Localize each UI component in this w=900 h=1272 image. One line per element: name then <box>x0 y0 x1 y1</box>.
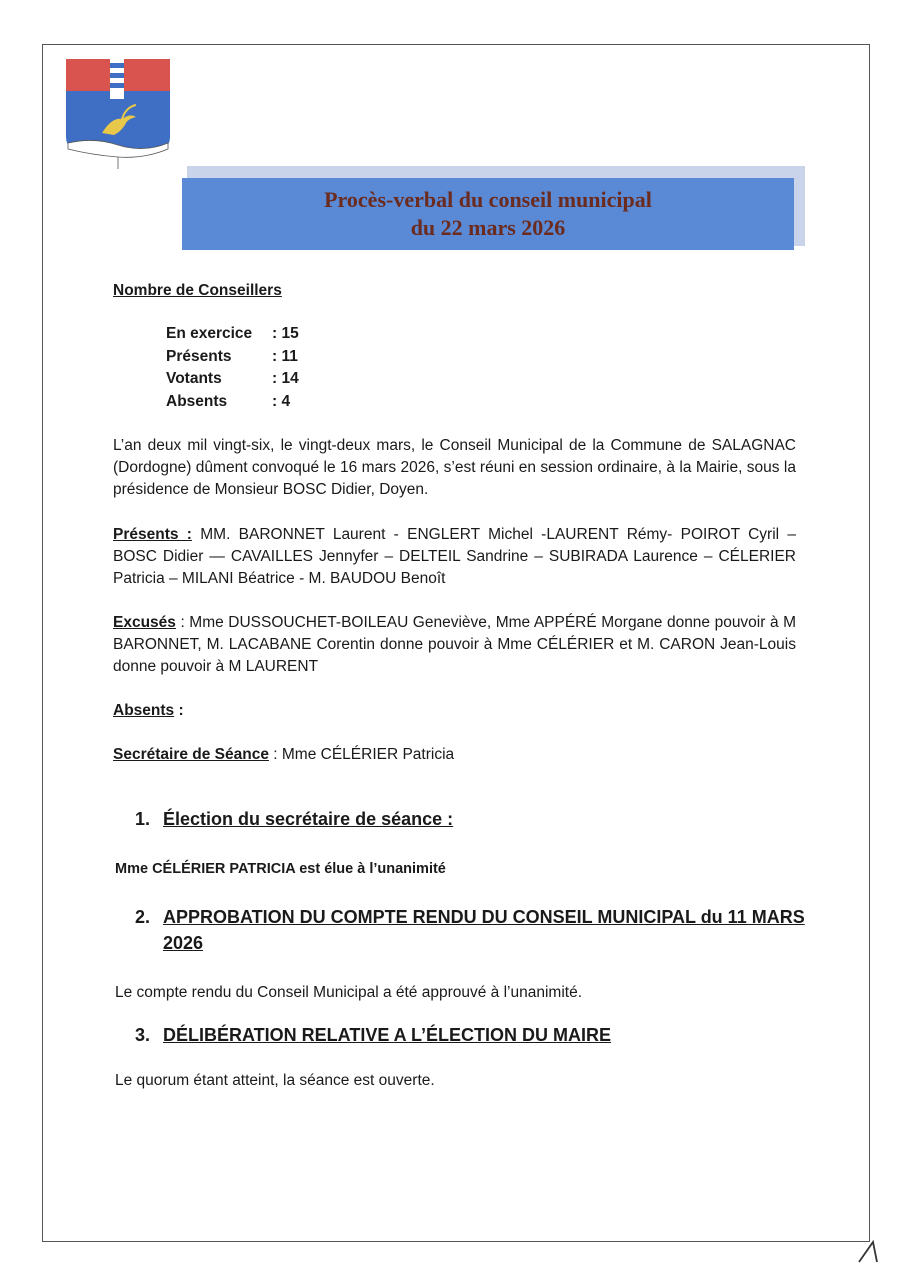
secretaire-label: Secrétaire de Séance <box>113 746 269 763</box>
count-row <box>166 346 299 369</box>
count-value: : 15 <box>272 325 299 342</box>
secretaire-text: : Mme CÉLÉRIER Patricia <box>268 746 455 763</box>
absents-paragraph <box>113 700 796 722</box>
count-row <box>166 391 299 414</box>
presents-paragraph <box>113 524 796 590</box>
counts-table <box>166 323 299 413</box>
section-heading-3 <box>135 1022 611 1048</box>
presents-label: Présents : <box>113 526 192 543</box>
count-label: Absents <box>166 392 228 410</box>
secretaire-paragraph <box>113 744 796 766</box>
counts-heading: Nombre de Conseillers <box>113 282 282 299</box>
intro-paragraph: L’an deux mil vingt-six, le vingt-deux mars, le Conseil Municipal de la Commune de SALAGNAC (Dordogne) dûment convoqué le 16 mars 2026, s’est réuni en session ordinaire, à la Mairie, sous la présidence de Monsieur BOSC Didier, Doyen. <box>113 437 796 498</box>
absents-label: Absents <box>113 702 175 719</box>
section-heading-2-cont <box>163 930 203 956</box>
count-row <box>166 368 299 391</box>
document-date: du 22 mars 2026 <box>410 215 566 240</box>
count-label: Présents <box>166 347 232 365</box>
count-label: En exercice <box>166 325 253 342</box>
section-2-body: Le compte rendu du Conseil Municipal a été approuvé à l’unanimité. <box>115 984 583 1001</box>
coat-of-arms-icon <box>64 57 172 169</box>
section-3-body: Le quorum étant atteint, la séance est ouverte. <box>115 1072 435 1089</box>
section-heading-1 <box>135 806 453 832</box>
section-number: 3. <box>135 1025 151 1045</box>
section-heading-2 <box>135 904 805 930</box>
title-banner <box>182 178 794 250</box>
excuses-paragraph <box>113 612 796 678</box>
presents-text: MM. BARONNET Laurent - ENGLERT Michel -LAURENT Rémy- POIROT Cyril – BOSC Didier — CAVAILLES Jennyfer – DELTEIL Sandrine – SUBIRADA Laurence – CÉLERIER Patricia – MILANI Béatrice - M. BAUDOU Benoît <box>113 526 796 587</box>
section-title: Élection du secrétaire de séance : <box>163 809 454 829</box>
count-label: Votants <box>166 370 222 387</box>
section-number: 2. <box>135 907 151 927</box>
section-1-body: Mme CÉLÉRIER PATRICIA est élue à l’unanimité <box>115 861 446 877</box>
section-title: APPROBATION DU COMPTE RENDU DU CONSEIL MUNICIPAL du 11 MARS <box>163 907 805 927</box>
count-value: : 11 <box>272 347 298 365</box>
count-row <box>166 323 299 346</box>
absents-text: : <box>174 702 184 719</box>
count-value: : 4 <box>272 392 291 410</box>
handwritten-mark-icon <box>855 1236 885 1266</box>
section-number: 1. <box>135 809 151 829</box>
document-title: Procès-verbal du conseil municipal <box>324 187 652 212</box>
section-title-cont: 2026 <box>163 933 204 953</box>
count-value: : 14 <box>272 370 299 387</box>
excuses-text: : Mme DUSSOUCHET-BOILEAU Geneviève, Mme APPÉRÉ Morgane donne pouvoir à M BARONNET, M. LACABANE Corentin donne pouvoir à Mme CÉLÉRIER et M. CARON Jean-Louis donne pouvoir à M LAURENT <box>113 614 796 675</box>
excuses-label: Excusés <box>113 614 176 631</box>
section-title: DÉLIBÉRATION RELATIVE A L’ÉLECTION DU MAIRE <box>163 1025 612 1045</box>
